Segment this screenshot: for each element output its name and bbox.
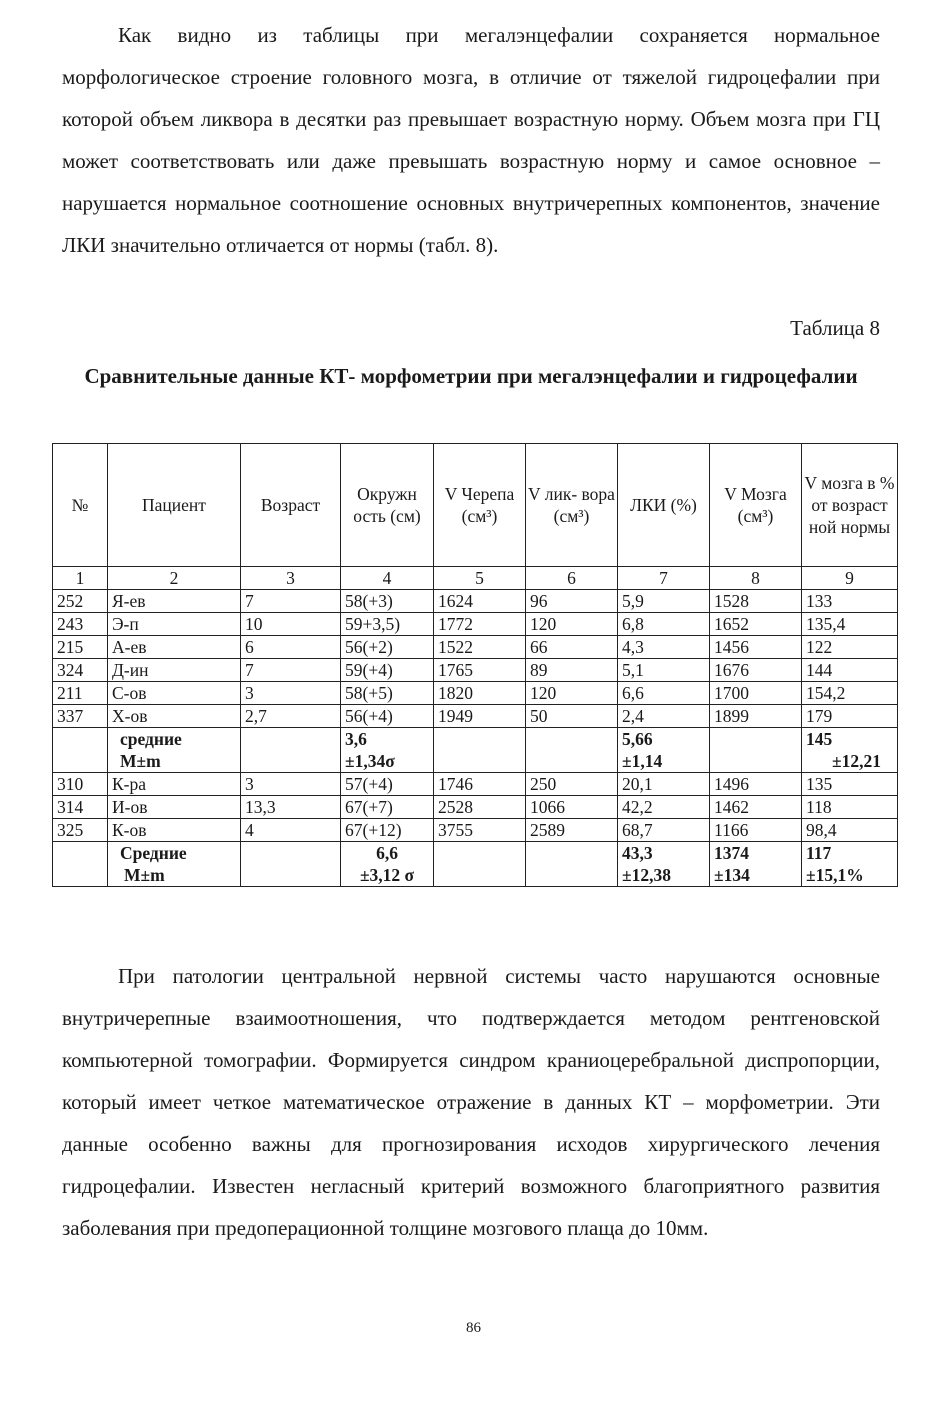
- cell-lki: 6,8: [618, 613, 710, 636]
- cell-patient: Д-ин: [108, 659, 241, 682]
- summary-label-line2: M±m: [120, 751, 161, 771]
- cell-lki: 2,4: [618, 705, 710, 728]
- table-row: [53, 773, 898, 796]
- cell-circumference: 58(+5): [341, 682, 434, 705]
- summary-value: 6,6: [376, 843, 398, 863]
- cell-brain-percent: 179: [802, 705, 898, 728]
- cell-circumference: 67(+12): [341, 819, 434, 842]
- cell-circumference: 56(+2): [341, 636, 434, 659]
- table-label: Таблица 8: [790, 316, 880, 340]
- cell-csf-volume: 96: [526, 590, 618, 613]
- empty-cell: [434, 728, 526, 773]
- cell-brain-volume: 1462: [710, 796, 802, 819]
- summary-label-line2: M±m: [124, 865, 165, 885]
- cell-lki: 20,1: [618, 773, 710, 796]
- cell-circumference: 59+3,5): [341, 613, 434, 636]
- cell-age: 10: [241, 613, 341, 636]
- header-age: Возраст: [241, 444, 341, 567]
- cell-lki: 4,3: [618, 636, 710, 659]
- cell-skull-volume: 1522: [434, 636, 526, 659]
- cell-number: 243: [53, 613, 108, 636]
- cell-lki: 5,9: [618, 590, 710, 613]
- cell-number: 337: [53, 705, 108, 728]
- table-row: [53, 659, 898, 682]
- summary-value: 1374: [714, 843, 749, 863]
- cell-number: 310: [53, 773, 108, 796]
- cell-csf-volume: 66: [526, 636, 618, 659]
- cell-circumference: 59(+4): [341, 659, 434, 682]
- cell-number: 252: [53, 590, 108, 613]
- summary-lki: [618, 842, 710, 887]
- cell-csf-volume: 120: [526, 682, 618, 705]
- table-header-row: [53, 444, 898, 567]
- header-number: №: [53, 444, 108, 567]
- table-row: [53, 682, 898, 705]
- cell-skull-volume: 1765: [434, 659, 526, 682]
- cell-brain-volume: 1676: [710, 659, 802, 682]
- summary-brain-percent: [802, 728, 898, 773]
- cell-age: 13,3: [241, 796, 341, 819]
- cell-csf-volume: 50: [526, 705, 618, 728]
- cell-brain-percent: 144: [802, 659, 898, 682]
- cell-circumference: 67(+7): [341, 796, 434, 819]
- summary-deviation: ±1,14: [622, 751, 663, 771]
- summary-label: [108, 728, 241, 773]
- cell-patient: И-ов: [108, 796, 241, 819]
- summary-label-line1: средние: [120, 729, 182, 749]
- table-title: Сравнительные данные КТ- морфометрии при мегалэнцефалии и гидроцефалии: [84, 364, 858, 388]
- summary-circumference: [341, 842, 434, 887]
- cell-csf-volume: 1066: [526, 796, 618, 819]
- column-number-row: [53, 567, 898, 590]
- cell-number: 324: [53, 659, 108, 682]
- cell-csf-volume: 89: [526, 659, 618, 682]
- summary-circumference: [341, 728, 434, 773]
- table-row: [53, 819, 898, 842]
- cell-age: 3: [241, 682, 341, 705]
- cell-patient: А-ев: [108, 636, 241, 659]
- header-brain-volume: V Мозга (см³): [710, 444, 802, 567]
- cell-skull-volume: 1949: [434, 705, 526, 728]
- summary-deviation: ±1,34σ: [345, 751, 395, 771]
- cell-brain-percent: 118: [802, 796, 898, 819]
- cell-brain-percent: 154,2: [802, 682, 898, 705]
- cell-csf-volume: 250: [526, 773, 618, 796]
- cell-brain-percent: 122: [802, 636, 898, 659]
- cell-number: 211: [53, 682, 108, 705]
- column-number: 6: [526, 567, 618, 590]
- header-skull-volume: V Черепа (см³): [434, 444, 526, 567]
- cell-brain-volume: 1899: [710, 705, 802, 728]
- summary-value: 145: [806, 729, 833, 749]
- empty-cell: [53, 842, 108, 887]
- cell-number: 314: [53, 796, 108, 819]
- column-number: 5: [434, 567, 526, 590]
- cell-age: 6: [241, 636, 341, 659]
- summary-value: 117: [806, 843, 832, 863]
- table-row: [53, 613, 898, 636]
- column-number: 3: [241, 567, 341, 590]
- cell-skull-volume: 2528: [434, 796, 526, 819]
- cell-age: 3: [241, 773, 341, 796]
- column-number: 8: [710, 567, 802, 590]
- cell-skull-volume: 3755: [434, 819, 526, 842]
- summary-value: 43,3: [622, 843, 653, 863]
- table-row: [53, 636, 898, 659]
- table-row: [53, 590, 898, 613]
- header-brain-percent: V мозга в % от возраст ной нормы: [802, 444, 898, 567]
- cell-brain-volume: 1528: [710, 590, 802, 613]
- header-lki: ЛКИ (%): [618, 444, 710, 567]
- cell-brain-volume: 1496: [710, 773, 802, 796]
- empty-cell: [710, 728, 802, 773]
- table-row: [53, 796, 898, 819]
- header-csf-volume: V лик- вора (см³): [526, 444, 618, 567]
- empty-cell: [434, 842, 526, 887]
- summary-brain-volume: [710, 842, 802, 887]
- morphometry-table: [52, 443, 898, 887]
- cell-skull-volume: 1772: [434, 613, 526, 636]
- cell-skull-volume: 1820: [434, 682, 526, 705]
- cell-brain-percent: 135: [802, 773, 898, 796]
- table-row: [53, 705, 898, 728]
- column-number: 2: [108, 567, 241, 590]
- summary-label: [108, 842, 241, 887]
- cell-age: 4: [241, 819, 341, 842]
- page-number: 86: [466, 1320, 481, 1336]
- intro-paragraph: Как видно из таблицы при мегалэнцефалии сохраняется нормальное морфологическое строение головного мозга, в отличие от тяжелой гидроцефалии при которой объем ликвора в десятки раз превышает возрастную норму. Объем мозга при ГЦ может соответствовать или даже превышать возрастную норму и самое основное – нарушается нормальное соотношение основных внутричерепных компонентов, значение ЛКИ значительно отличается от нормы (табл. 8).: [62, 23, 880, 257]
- summary-label-line1: Средние: [120, 843, 187, 863]
- summary-brain-percent: [802, 842, 898, 887]
- cell-lki: 5,1: [618, 659, 710, 682]
- summary-deviation: ±12,21: [832, 751, 881, 771]
- cell-skull-volume: 1746: [434, 773, 526, 796]
- empty-cell: [526, 842, 618, 887]
- summary-value: 3,6: [345, 729, 367, 749]
- cell-circumference: 56(+4): [341, 705, 434, 728]
- cell-number: 325: [53, 819, 108, 842]
- column-number: 7: [618, 567, 710, 590]
- summary-value: 5,66: [622, 729, 653, 749]
- cell-age: 7: [241, 659, 341, 682]
- cell-brain-volume: 1166: [710, 819, 802, 842]
- cell-brain-percent: 135,4: [802, 613, 898, 636]
- cell-age: 7: [241, 590, 341, 613]
- cell-number: 215: [53, 636, 108, 659]
- header-circumference: Окружн ость (см): [341, 444, 434, 567]
- cell-patient: С-ов: [108, 682, 241, 705]
- cell-skull-volume: 1624: [434, 590, 526, 613]
- summary-deviation: ±12,38: [622, 865, 671, 885]
- summary-row-hydrocephalus: [53, 842, 898, 887]
- cell-patient: Х-ов: [108, 705, 241, 728]
- cell-csf-volume: 120: [526, 613, 618, 636]
- cell-brain-percent: 133: [802, 590, 898, 613]
- column-number: 9: [802, 567, 898, 590]
- empty-cell: [53, 728, 108, 773]
- cell-patient: К-ов: [108, 819, 241, 842]
- cell-brain-volume: 1652: [710, 613, 802, 636]
- cell-brain-volume: 1456: [710, 636, 802, 659]
- cell-patient: Я-ев: [108, 590, 241, 613]
- cell-csf-volume: 2589: [526, 819, 618, 842]
- cell-lki: 6,6: [618, 682, 710, 705]
- cell-patient: К-ра: [108, 773, 241, 796]
- cell-lki: 42,2: [618, 796, 710, 819]
- header-patient: Пациент: [108, 444, 241, 567]
- empty-cell: [241, 728, 341, 773]
- conclusion-paragraph: При патологии центральной нервной системы часто нарушаются основные внутричерепные взаимоотношения, что подтверждается методом рентгеновской компьютерной томографии. Формируется синдром краниоцеребральной диспропорции, который имеет четкое математическое отражение в данных КТ – морфометрии. Эти данные особенно важны для прогнозирования исходов хирургического лечения гидроцефалии. Известен негласный критерий возможного благоприятного развития заболевания при предоперационной толщине мозгового плаща до 10мм.: [62, 964, 880, 1240]
- cell-circumference: 58(+3): [341, 590, 434, 613]
- summary-row-megalencephaly: [53, 728, 898, 773]
- cell-patient: Э-п: [108, 613, 241, 636]
- summary-deviation: ±134: [714, 865, 750, 885]
- cell-age: 2,7: [241, 705, 341, 728]
- empty-cell: [241, 842, 341, 887]
- cell-lki: 68,7: [618, 819, 710, 842]
- cell-circumference: 57(+4): [341, 773, 434, 796]
- cell-brain-percent: 98,4: [802, 819, 898, 842]
- summary-lki: [618, 728, 710, 773]
- column-number: 4: [341, 567, 434, 590]
- cell-brain-volume: 1700: [710, 682, 802, 705]
- summary-deviation: ±3,12 σ: [359, 865, 415, 885]
- column-number: 1: [53, 567, 108, 590]
- summary-deviation: ±15,1%: [806, 865, 864, 885]
- empty-cell: [526, 728, 618, 773]
